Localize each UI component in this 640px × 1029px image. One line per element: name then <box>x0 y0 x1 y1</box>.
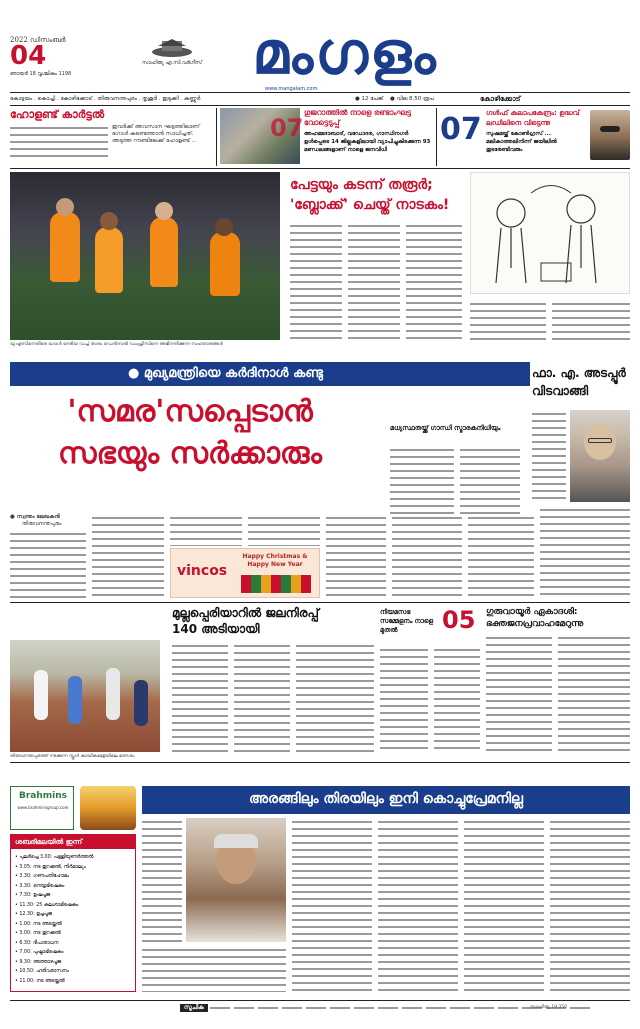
lead-photo-caption: യു.എസിനെതിരെ ഗോൾ നേടിയ ഡച്ച് താരം ഡെൻസൽ ഡംഫ്രിസിനെ അഭിനന്ദിക്കുന്ന സഹതാരങ്ങൾ <box>10 342 223 347</box>
schedule-item: • 9.30: അത്താഴപൂജ <box>15 959 62 965</box>
gandhi-text <box>390 446 454 514</box>
ad-greeting: Happy Christmas & Happy New Year <box>242 553 308 568</box>
schedule-item: • 11.00: നട അടയ്ക്കൽ <box>15 978 65 984</box>
schedule-item: • 7.30: ഉഷപൂജ <box>15 893 51 898</box>
lead-text-col5 <box>552 300 630 340</box>
obit-text-short <box>532 410 566 502</box>
banner-text-col6 <box>392 514 462 598</box>
gujarat-text: അഹമ്മദാബാദ്, വഡോദര, ഗാന്ധിനഗർ ഉൾപ്പെടെ 14 ജില്ലകളിലായി വ്യാപിച്ചുകിടക്കുന്ന 93 മണ്ഡലങ്ങളാണ് നാളെ ജനവിധി <box>304 131 431 153</box>
gulf-text: സുഷമയ്ക്ക് കോൺഗ്രസ് ... മലികാത്തലിനിന്ന് ജയിലിൽ തുടരേണ്ടിവരും <box>486 131 557 153</box>
banner-byline: ● സ്വന്തം ലേഖകൻ <box>10 514 60 520</box>
schedule-item: • 1.00: നട അടയ്ക്കൽ <box>15 921 62 927</box>
banner-kicker: ● മുഖ്യമന്ത്രിയെ കർദിനാൾ കണ്ടു <box>128 366 323 381</box>
masthead-title: മംഗളം <box>252 19 438 87</box>
kochupreman-photo <box>186 818 286 942</box>
schedule-item: • 7.00: പുഷ്പാഭിഷേകം <box>15 950 64 955</box>
obit-headline-2: വിടവാങ്ങി <box>532 384 589 398</box>
banner-text-col4 <box>248 514 320 546</box>
lead-text-col4 <box>470 300 546 340</box>
banner-text-col1 <box>10 530 86 598</box>
banner-headline-1: 'സമര'സപ്പെടാൻ <box>67 394 313 429</box>
lead-text-col3 <box>406 222 462 340</box>
lead-text-col2 <box>348 222 400 340</box>
athletics-photo <box>10 640 160 752</box>
athletics-caption: തിരുവനന്തപുരത്ത് നടക്കുന്ന സ്കൂൾ കായികമേളയിലെ മത്സരം <box>10 754 135 759</box>
obit-text-long <box>540 506 630 598</box>
gift-icon <box>241 575 311 593</box>
lower-text-col5 <box>464 818 544 992</box>
schedule-item: • 3.05: നട തുറക്കൽ, നിർമാല്യം <box>15 864 86 870</box>
gandhi-box[interactable] <box>390 424 530 514</box>
sabarimala-heading: ശബരിമലയിൽ ഇന്ന് <box>15 838 83 846</box>
lower-text-col3 <box>292 818 372 992</box>
cartoon <box>470 172 630 294</box>
guruvayur-text-2 <box>558 634 630 752</box>
mulla-text-col3 <box>296 642 374 752</box>
masthead <box>0 0 640 92</box>
banner-text-col2 <box>92 514 164 598</box>
page-count: ● 12 പേജ് <box>355 96 384 102</box>
ad-brand: vincos <box>177 563 228 579</box>
divider <box>216 108 217 166</box>
schedule-item: • 6.30: ദീപാരാധന <box>15 940 59 946</box>
lower-text-col2 <box>142 946 286 992</box>
gulf-headline: ഗൾഫ് കലാപകേന്ദ്രം: ഉദ്ധവ് ലഡിലിനെ വിട്ടെന്നു <box>486 109 580 127</box>
mullaperiyar-headline-1: മുല്ലപ്പെരിയാറിൽ ജലനിരപ്പ് <box>172 606 319 620</box>
mulla-text-col2 <box>234 642 290 752</box>
gujarat-photo <box>220 108 304 164</box>
schedule-list <box>15 853 133 986</box>
brahmins-sub: www.brahminsgroup.com <box>17 805 69 810</box>
mulla-text-col1 <box>172 642 228 752</box>
assembly-num: 05 <box>442 606 476 634</box>
index-label[interactable]: സൂചിക <box>180 1004 208 1012</box>
gandhi-headline: മധ്യസ്ഥതയ്ക്ക് ഗാന്ധി സ്മാരകനിധിയും <box>390 424 501 432</box>
cartel-text-left <box>10 124 108 162</box>
website[interactable]: www.mangalam.com <box>265 86 318 92</box>
section-rule <box>10 168 630 169</box>
schedule-item: • 12.30: ഉച്ചപൂജ <box>15 912 52 917</box>
schedule-item: • പുലർച്ചെ 3.00: പള്ളിയുണർത്തൽ <box>15 855 94 860</box>
obit-portrait <box>570 410 630 502</box>
lower-headline-bar <box>142 786 630 814</box>
ayyappa-image <box>80 786 136 830</box>
gujarat-headline: ഗുജറാത്തിൽ നാളെ രണ്ടാംഘട്ട വോട്ടെടുപ്പ് <box>304 108 411 127</box>
gulf-portrait <box>590 110 630 160</box>
edition-list: കോട്ടയം . കൊച്ചി . കോഴിക്കോട് . തിരുവനന്തപുരം . തൃശൂർ . ഇടുക്കി . കണ്ണൂർ <box>10 96 201 102</box>
banner-text-col3 <box>170 514 242 546</box>
guruvayur-box[interactable] <box>486 606 630 752</box>
guruvayur-headline: ഗുരുവായൂർ ഏകാദശി: ഭക്തജനപ്രവാഹമേറുന്നു <box>486 607 584 629</box>
edition-strip <box>10 94 630 106</box>
teaser-gujarat[interactable] <box>220 108 432 166</box>
footer-note: സാഹിത്യ 19,350 <box>530 1005 567 1010</box>
schedule-item: • 10.50: ഹരിവരാസനം <box>15 969 69 974</box>
banner-text-col7 <box>468 514 534 598</box>
divider <box>436 108 437 166</box>
section-rule <box>10 762 630 763</box>
date-day: 04 <box>10 41 47 71</box>
publisher-emblem <box>150 38 194 58</box>
teaser-cartel[interactable] <box>10 108 212 168</box>
mullaperiyar-headline-2: 140 അടിയായി <box>172 622 260 636</box>
footer-bar <box>10 1000 630 1014</box>
gandhi-text-2 <box>460 446 520 514</box>
obit-headline-1: ഫാ. എ. അടപ്പൂർ <box>532 366 626 380</box>
lower-text-col1 <box>142 818 182 942</box>
brahmins-ad[interactable] <box>10 786 74 830</box>
banner-place: തിരുവനന്തപുരം <box>22 521 62 527</box>
lead-headline-1: പേട്ടയും കടന്ന് തരൂർ; <box>290 177 433 193</box>
brahmins-brand: Brahmins <box>18 791 67 801</box>
vincos-ad[interactable] <box>170 548 320 598</box>
cartel-headline: ഹോളണ്ട് കാർട്ടൽ <box>10 108 105 121</box>
schedule-item: • 3.30: നെയ്യഭിഷേകം <box>15 883 65 889</box>
section-rule <box>10 602 630 603</box>
lead-text-col1 <box>290 222 342 340</box>
masthead-rule <box>10 92 630 93</box>
lead-photo <box>10 172 280 340</box>
sabarimala-heading-bar <box>11 835 135 849</box>
lower-text-col4 <box>378 818 458 992</box>
assembly-text-1 <box>380 646 428 752</box>
schedule-item: • 11.30: 25 കലശാഭിഷേകം <box>15 902 79 908</box>
schedule-item: • 3.00: നട തുറക്കൽ <box>15 931 61 936</box>
publisher-label: സാഹിത്യ എ.സി.വർഗീസ് <box>141 60 203 66</box>
sabarimala-box <box>10 834 136 992</box>
banner-headline-2: സഭയും സർക്കാരും <box>58 436 322 471</box>
schedule-item: • 3.30: ഗണപതിഹോമം <box>15 874 69 879</box>
guruvayur-text <box>486 634 552 752</box>
assembly-headline: നിയമസഭ സമ്മേളനം നാളെ മുതൽ <box>380 608 434 634</box>
assembly-text-2 <box>434 646 480 752</box>
assembly-box[interactable] <box>380 606 480 642</box>
gujarat-num-overlay: 07 <box>270 114 304 142</box>
lead-headline-2: 'ബ്ലോക്ക്' ചെയ്ത് നാടകം! <box>290 197 450 213</box>
city-edition: കോഴിക്കോട് <box>480 95 521 103</box>
lower-text-col6 <box>550 818 630 992</box>
date-year: 2022 ഡിസംബർ <box>10 36 66 44</box>
lower-headline: അരങ്ങിലും തിരയിലും ഇനി കൊച്ചുപ്രേമനില്ല <box>248 791 523 807</box>
banner-kicker-bar <box>10 362 530 386</box>
teaser-gulf[interactable] <box>440 108 630 166</box>
date-sub: ഞായർ 18 വൃശ്ചികം 1198 <box>10 71 72 77</box>
price: ● വില 8.50 രൂപ <box>390 96 434 102</box>
banner-text-col5 <box>326 514 386 598</box>
gulf-num: 07 <box>440 112 482 147</box>
cartel-text: ഇവർക്ക് അവസാന ഘട്ടത്തിലാണ് ഗോൾ കണ്ടെത്താൻ സാധിച്ചത്. അടുത്ത റൗണ്ടിലേക്ക് ഹോളണ്ട് ... <box>112 124 200 144</box>
